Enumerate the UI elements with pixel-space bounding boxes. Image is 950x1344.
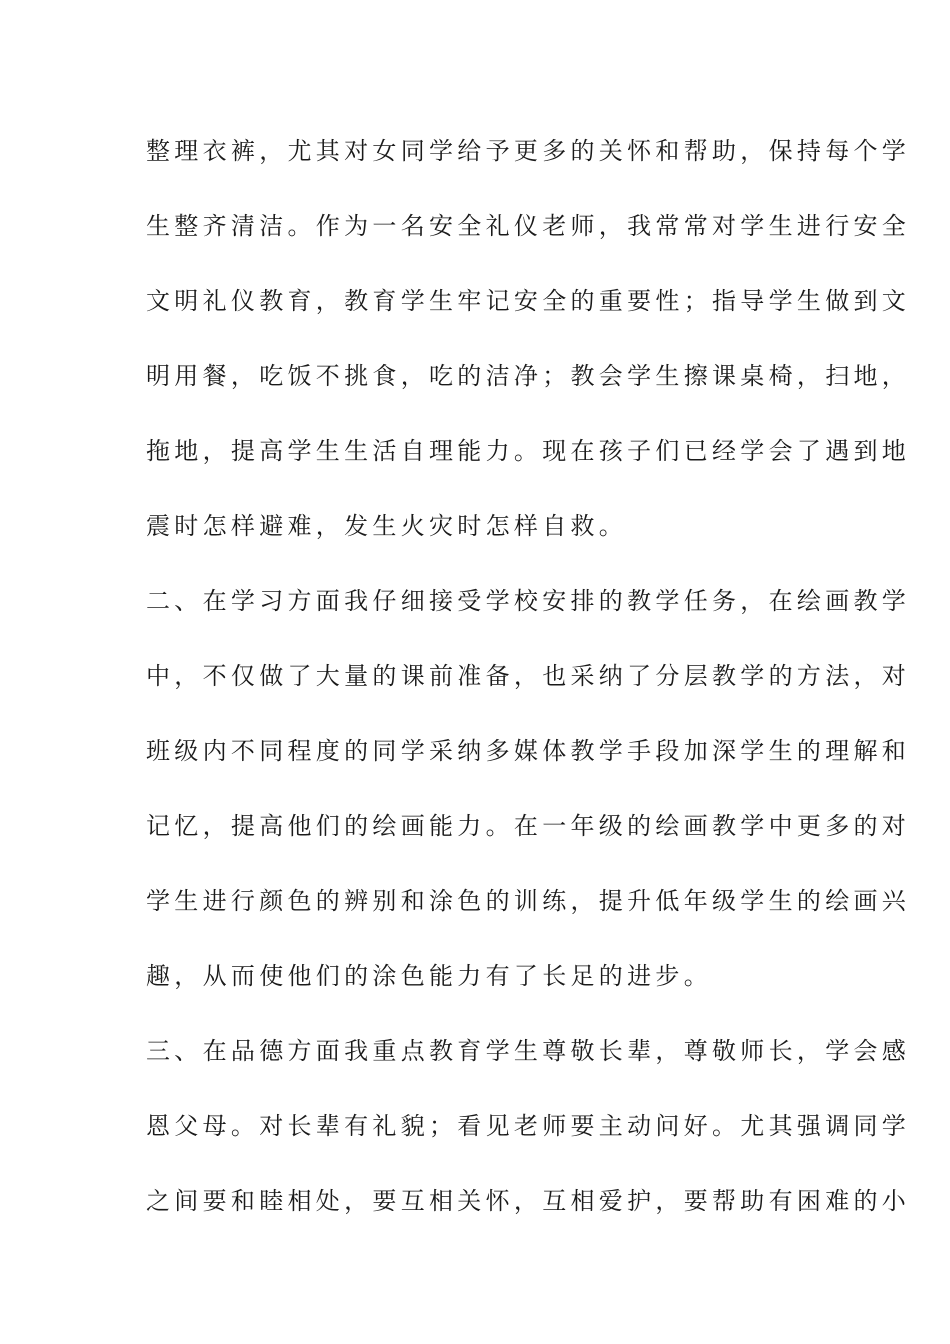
text-line: 二、在学习方面我仔细接受学校安排的教学任务，在绘画教学 [146,587,911,615]
text-line: 生整齐清洁。作为一名安全礼仪老师，我常常对学生进行安全 [146,212,911,240]
text-line: 拖地，提高学生生活自理能力。现在孩子们已经学会了遇到地 [146,437,911,465]
text-line: 明用餐，吃饭不挑食，吃的洁净；教会学生擦课桌椅，扫地， [146,362,911,390]
text-line: 趣，从而使他们的涂色能力有了长足的进步。 [146,962,712,990]
text-line: 班级内不同程度的同学采纳多媒体教学手段加深学生的理解和 [146,737,911,765]
text-line: 之间要和睦相处，要互相关怀，互相爱护，要帮助有困难的小 [146,1187,911,1215]
text-line: 整理衣裤，尤其对女同学给予更多的关怀和帮助，保持每个学 [146,137,911,165]
text-line: 记忆，提高他们的绘画能力。在一年级的绘画教学中更多的对 [146,812,911,840]
text-line: 中，不仅做了大量的课前准备，也采纳了分层教学的方法，对 [146,662,911,690]
text-line: 恩父母。对长辈有礼貌；看见老师要主动问好。尤其强调同学 [146,1112,911,1140]
text-line: 文明礼仪教育，教育学生牢记安全的重要性；指导学生做到文 [146,287,911,315]
text-line: 学生进行颜色的辨别和涂色的训练，提升低年级学生的绘画兴 [146,887,911,915]
text-line: 震时怎样避难，发生火灾时怎样自救。 [146,512,628,540]
text-line: 三、在品德方面我重点教育学生尊敬长辈，尊敬师长，学会感 [146,1037,911,1065]
